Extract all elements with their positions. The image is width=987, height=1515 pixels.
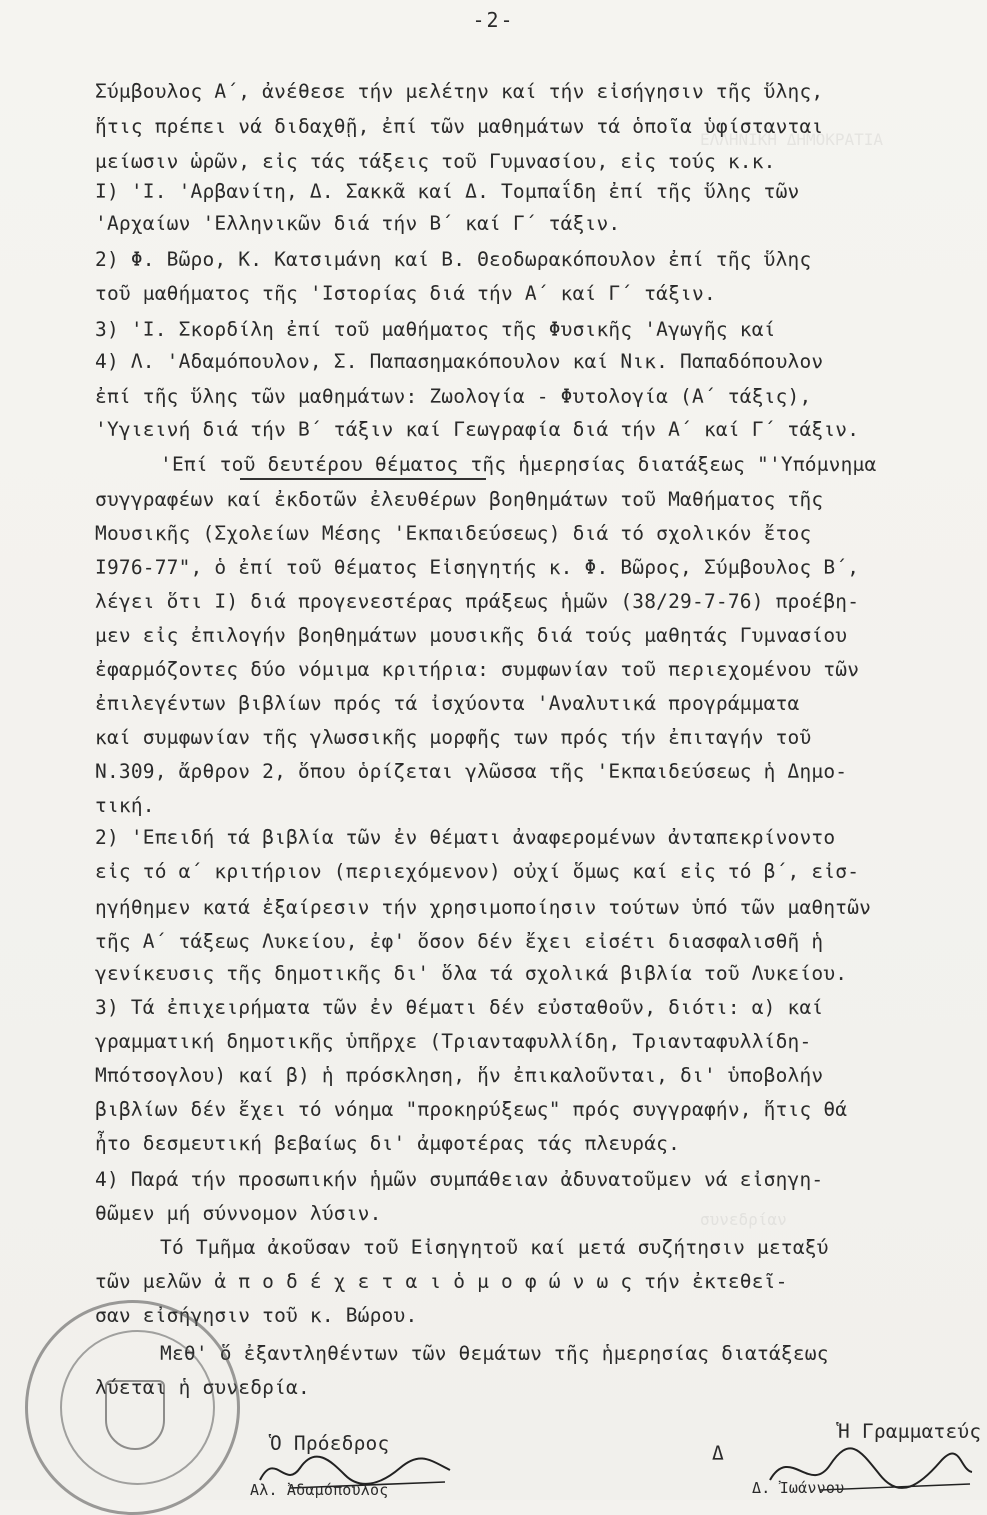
text-line: ἐπιλεγέντων βιβλίων πρός τά ἰσχύοντα 'Αναλυτικά προγράμματα [95,692,800,715]
text-line: Ι976-77", ὁ ἐπί τοῦ θέματος Εἰσηγητής κ. Φ. Βῶρος, Σύμβουλος Β΄, [95,556,860,579]
text-line: ηγήθημεν κατά ἐξαίρεσιν τήν χρησιμοποίησιν τούτων ὑπό τῶν μαθητῶν [95,896,872,919]
text-line: ἦτο δεσμευτική βεβαίως δι' ἀμφοτέρας τάς πλευράς. [95,1132,681,1155]
text-line: 4) Παρά τήν προσωπικήν ἡμῶν συμπάθειαν ἀδυνατοῦμεν νά εἰσηγη- [95,1168,824,1191]
text-line: Μπότσογλου) καί β) ἡ πρόσκληση, ἥν ἐπικαλοῦνται, δι' ὑποβολήν [95,1064,824,1087]
bleed-through-text: συνεδρίαν [700,1210,787,1229]
text-line: 'Υγιεινή διά τήν Β΄ τάξιν καί Γεωγραφία διά τήν Α΄ καί Γ΄ τάξιν. [95,418,860,441]
text-line: 4) Λ. 'Αδαμόπουλον, Σ. Παπασημακόπουλον καί Νικ. Παπαδόπουλον [95,350,824,373]
text-line: εἰς τό α΄ κριτήριον (περιεχόμενον) οὐχί ὅμως καί εἰς τό β΄, εἰσ- [95,860,860,883]
text-line: 3) 'Ι. Σκορδίλη ἐπί τοῦ μαθήματος τῆς Φυσικῆς 'Αγωγῆς καί [95,318,776,341]
text-line: Σύμβουλος Α΄, ἀνέθεσε τήν μελέτην καί τήν εἰσήγησιν τῆς ὕλης, [95,80,824,103]
text-line: βιβλίων δέν ἔχει τό νόημα "προκηρύξεως" πρός συγγραφήν, ἥτις θά [95,1098,848,1121]
text-line: Ν.309, ἄρθρον 2, ὅπου ὁρίζεται γλῶσσα τῆς 'Εκπαιδεύσεως ἡ Δημο- [95,760,848,783]
text-line: ἥτις πρέπει νά διδαχθῇ, ἐπί τῶν μαθημάτων τά ὁποῖα ὑφίστανται [95,115,824,138]
text-line: 2) 'Επειδή τά βιβλία τῶν ἐν θέματι ἀναφερομένων ἀνταπεκρίνοντο [95,826,836,849]
bleed-through-text: ΕΛΛΗΝΙΚΗ ΔΗΜΟΚΡΑΤΙΑ [700,130,884,149]
text-line: σαν εἰσήγησιν τοῦ κ. Βώρου. [95,1304,418,1327]
text-line: λύεται ἡ συνεδρία. [95,1376,310,1399]
text-line: τῆς Α΄ τάξεως Λυκείου, ἐφ' ὅσον δέν ἔχει εἰσέτι διασφαλισθῆ ἡ [95,930,824,953]
text-line: Μουσικῆς (Σχολείων Μέσης 'Εκπαιδεύσεως) διά τό σχολικόν ἔτος [95,522,812,545]
president-name: Αλ. Ἀδαμόπουλος [250,1481,389,1499]
secretary-prefix: Δ [712,1442,724,1465]
text-line: γενίκευσις τῆς δημοτικῆς δι' ὅλα τά σχολικά βιβλία τοῦ Λυκείου. [95,962,848,985]
underline [240,478,486,480]
text-line: τική. [95,794,155,817]
text-line: μείωσιν ὡρῶν, εἰς τάς τάξεις τοῦ Γυμνασίου, εἰς τούς κ.κ. [95,150,776,173]
president-title: Ὁ Πρόεδρος [270,1432,390,1455]
text-line: μεν εἰς ἐπιλογήν βοηθημάτων μουσικῆς διά τούς μαθητάς Γυμνασίου [95,624,848,647]
text-line: Ι) 'Ι. 'Αρβανίτη, Δ. Σακκᾶ καί Δ. Τομπαΐδη ἐπί τῆς ὕλης τῶν [95,180,800,203]
seal-emblem-icon [105,1380,165,1450]
text-line: 'Επί τοῦ δευτέρου θέματος τῆς ἡμερησίας διατάξεως "'Υπόμνημα [160,453,877,476]
secretary-name: Δ. Ἰωάννου [752,1479,845,1497]
text-line: ἐφαρμόζοντες δύο νόμιμα κριτήρια: συμφωνίαν τοῦ περιεχομένου τῶν [95,658,860,681]
text-line: Μεθ' ὅ ἐξαντληθέντων τῶν θεμάτων τῆς ἡμερησίας διατάξεως [160,1342,829,1365]
text-line: τοῦ μαθήματος τῆς 'Ιστορίας διά τήν Α΄ καί Γ΄ τάξιν. [95,282,716,305]
text-line: ἐπί τῆς ὕλης τῶν μαθημάτων: Ζωολογία - Φυτολογία (Α΄ τάξις), [95,385,812,408]
text-line: 'Αρχαίων 'Ελληνικῶν διά τήν Β΄ καί Γ΄ τάξιν. [95,212,621,235]
text-line: γραμματική δημοτικῆς ὑπῆρχε (Τριανταφυλλίδη, Τριανταφυλλίδη- [95,1030,812,1053]
text-line: 2) Φ. Βῶρο, Κ. Κατσιμάνη καί Β. Θεοδωρακόπουλον ἐπί τῆς ὕλης [95,248,812,271]
text-line: Τό Τμῆμα ἀκοῦσαν τοῦ Εἰσηγητοῦ καί μετά συζήτησιν μεταξύ [160,1236,829,1259]
secretary-title: Ἡ Γραμματεύς [838,1420,982,1443]
text-line: λέγει ὅτι Ι) διά προγενεστέρας πράξεως ἡμῶν (38/29-7-76) προέβη- [95,590,860,613]
page-number: -2- [472,8,515,32]
text-line: τῶν μελῶν ἀ π ο δ έ χ ε τ α ι ὁ μ ο φ ώ ν ω ς τήν ἐκτεθεῖ- [95,1270,788,1293]
text-line: θῶμεν μή σύννομον λύσιν. [95,1202,382,1225]
text-line: καί συμφωνίαν τῆς γλωσσικῆς μορφῆς των πρός τήν ἐπιταγήν τοῦ [95,726,812,749]
text-line: 3) Τά ἐπιχειρήματα τῶν ἐν θέματι δέν εὐσταθοῦν, διότι: α) καί [95,996,824,1019]
text-line: συγγραφέων καί ἐκδοτῶν ἐλευθέρων βοηθημάτων τοῦ Μαθήματος τῆς [95,488,824,511]
